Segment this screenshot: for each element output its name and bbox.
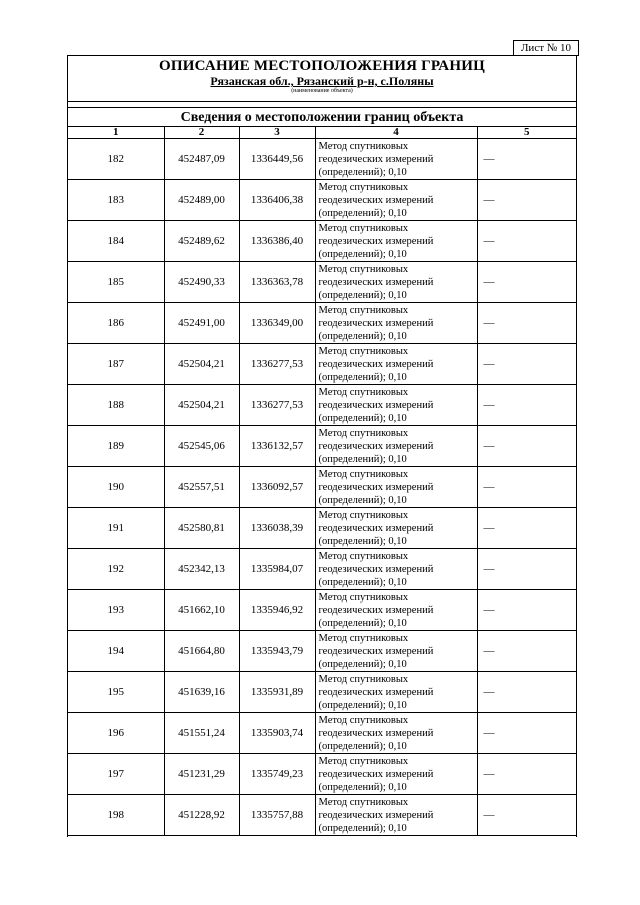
coordinate-y-cell: 1335931,89 [239,672,315,713]
method-line: Метод спутниковых [318,550,409,562]
point-number-cell: 194 [68,631,164,672]
point-number-cell: 191 [68,508,164,549]
method-line: (определений); 0,10 [318,207,407,219]
method-line: (определений); 0,10 [318,617,407,629]
description-cell: — [477,221,576,262]
coordinate-x-cell: 451664,80 [164,631,239,672]
method-line: геодезических измерений [318,440,434,452]
description-cell: — [477,180,576,221]
method-cell [315,549,477,590]
column-number-row [68,127,576,139]
column-header: 1 [68,127,164,139]
coordinate-y-cell: 1336132,57 [239,426,315,467]
section-title: Сведения о местоположении границ объекта [68,108,576,127]
description-cell: — [477,631,576,672]
method-line: Метод спутниковых [318,755,409,767]
method-cell [315,713,477,754]
method-line: (определений); 0,10 [318,371,407,383]
table-row [68,344,576,385]
method-cell [315,139,477,180]
table-row [68,262,576,303]
method-line: геодезических измерений [318,358,434,370]
table-row [68,180,576,221]
coordinate-y-cell: 1336277,53 [239,385,315,426]
method-line: Метод спутниковых [318,304,409,316]
description-cell: — [477,303,576,344]
method-line: Метод спутниковых [318,140,409,152]
method-line: (определений); 0,10 [318,412,407,424]
point-number-cell: 196 [68,713,164,754]
method-line: Метод спутниковых [318,796,409,808]
table-row [68,139,576,180]
table-row [68,221,576,262]
column-header: 3 [239,127,315,139]
point-number-cell: 186 [68,303,164,344]
method-line: (определений); 0,10 [318,330,407,342]
coordinate-x-cell: 452489,62 [164,221,239,262]
coordinate-y-cell: 1336092,57 [239,467,315,508]
coordinate-x-cell: 452489,00 [164,180,239,221]
method-line: (определений); 0,10 [318,494,407,506]
point-number-cell: 198 [68,795,164,836]
coordinates-table [68,127,576,836]
method-line: Метод спутниковых [318,591,409,603]
method-line: геодезических измерений [318,686,434,698]
method-line: геодезических измерений [318,194,434,206]
coordinate-x-cell: 451228,92 [164,795,239,836]
method-cell [315,426,477,467]
point-number-cell: 197 [68,754,164,795]
description-cell: — [477,795,576,836]
method-line: (определений); 0,10 [318,822,407,834]
point-number-cell: 184 [68,221,164,262]
coordinate-x-cell: 452491,00 [164,303,239,344]
coordinate-y-cell: 1336038,39 [239,508,315,549]
description-cell: — [477,262,576,303]
sheet-number: Лист № 10 [513,40,579,56]
description-cell: — [477,139,576,180]
coordinate-x-cell: 451639,16 [164,672,239,713]
coordinate-x-cell: 451551,24 [164,713,239,754]
method-line: геодезических измерений [318,235,434,247]
method-line: Метод спутниковых [318,386,409,398]
object-name: Рязанская обл., Рязанский р-н, с.Поляны [210,74,434,88]
table-row [68,549,576,590]
column-header: 4 [315,127,477,139]
coordinate-x-cell: 452504,21 [164,344,239,385]
table-row [68,672,576,713]
point-number-cell: 187 [68,344,164,385]
method-line: Метод спутниковых [318,427,409,439]
method-line: геодезических измерений [318,481,434,493]
method-line: (определений); 0,10 [318,248,407,260]
method-line: Метод спутниковых [318,509,409,521]
coordinate-y-cell: 1335757,88 [239,795,315,836]
point-number-cell: 185 [68,262,164,303]
column-header: 5 [477,127,576,139]
coordinate-y-cell: 1335984,07 [239,549,315,590]
description-cell: — [477,426,576,467]
method-cell [315,508,477,549]
point-number-cell: 188 [68,385,164,426]
coordinate-y-cell: 1336386,40 [239,221,315,262]
method-line: Метод спутниковых [318,714,409,726]
description-cell: — [477,549,576,590]
coordinate-x-cell: 452342,13 [164,549,239,590]
point-number-cell: 182 [68,139,164,180]
point-number-cell: 189 [68,426,164,467]
table-row [68,426,576,467]
table-row [68,590,576,631]
point-number-cell: 195 [68,672,164,713]
coordinate-y-cell: 1336277,53 [239,344,315,385]
coordinate-x-cell: 452490,33 [164,262,239,303]
coordinate-x-cell: 451662,10 [164,590,239,631]
document-title: ОПИСАНИЕ МЕСТОПОЛОЖЕНИЯ ГРАНИЦ [159,58,485,74]
method-cell [315,344,477,385]
coordinate-y-cell: 1335943,79 [239,631,315,672]
description-cell: — [477,385,576,426]
method-cell [315,631,477,672]
description-cell: — [477,508,576,549]
table-row [68,385,576,426]
point-number-cell: 183 [68,180,164,221]
table-row [68,631,576,672]
method-line: (определений); 0,10 [318,740,407,752]
method-line: Метод спутниковых [318,263,409,275]
description-cell: — [477,344,576,385]
method-line: геодезических измерений [318,522,434,534]
table-row [68,754,576,795]
method-line: Метод спутниковых [318,222,409,234]
object-caption: (наименование объекта) [291,88,353,94]
coordinate-x-cell: 452580,81 [164,508,239,549]
method-cell [315,672,477,713]
table-row [68,713,576,754]
method-cell [315,303,477,344]
point-number-cell: 192 [68,549,164,590]
method-line: (определений); 0,10 [318,658,407,670]
table-row [68,303,576,344]
method-line: геодезических измерений [318,809,434,821]
coordinate-x-cell: 452557,51 [164,467,239,508]
coordinate-y-cell: 1336406,38 [239,180,315,221]
coordinate-x-cell: 452504,21 [164,385,239,426]
method-line: геодезических измерений [318,317,434,329]
method-cell [315,754,477,795]
method-line: Метод спутниковых [318,468,409,480]
method-line: Метод спутниковых [318,345,409,357]
table-row [68,508,576,549]
method-line: (определений); 0,10 [318,453,407,465]
method-cell [315,221,477,262]
method-line: геодезических измерений [318,399,434,411]
method-cell [315,467,477,508]
method-line: геодезических измерений [318,727,434,739]
table-row [68,795,576,836]
method-line: (определений); 0,10 [318,535,407,547]
method-line: геодезических измерений [318,604,434,616]
form-header [68,56,576,102]
method-line: геодезических измерений [318,768,434,780]
method-line: (определений); 0,10 [318,781,407,793]
description-cell: — [477,672,576,713]
method-cell [315,385,477,426]
point-number-cell: 190 [68,467,164,508]
method-line: Метод спутниковых [318,673,409,685]
table-body [68,139,576,836]
description-cell: — [477,590,576,631]
method-cell [315,590,477,631]
description-cell: — [477,713,576,754]
column-header: 2 [164,127,239,139]
method-line: (определений); 0,10 [318,289,407,301]
method-line: геодезических измерений [318,153,434,165]
coordinate-y-cell: 1336349,00 [239,303,315,344]
method-line: геодезических измерений [318,276,434,288]
method-line: геодезических измерений [318,563,434,575]
method-cell [315,262,477,303]
coordinate-y-cell: 1335749,23 [239,754,315,795]
method-line: геодезических измерений [318,645,434,657]
table-row [68,467,576,508]
method-line: Метод спутниковых [318,181,409,193]
description-cell: — [477,754,576,795]
coordinate-y-cell: 1336363,78 [239,262,315,303]
description-cell: — [477,467,576,508]
method-line: (определений); 0,10 [318,699,407,711]
method-cell [315,180,477,221]
method-line: Метод спутниковых [318,632,409,644]
coordinate-x-cell: 452487,09 [164,139,239,180]
coordinate-y-cell: 1336449,56 [239,139,315,180]
coordinate-y-cell: 1335946,92 [239,590,315,631]
coordinate-x-cell: 452545,06 [164,426,239,467]
method-cell [315,795,477,836]
method-line: (определений); 0,10 [318,166,407,178]
coordinate-y-cell: 1335903,74 [239,713,315,754]
coordinate-x-cell: 451231,29 [164,754,239,795]
point-number-cell: 193 [68,590,164,631]
boundary-description-form [67,55,577,837]
method-line: (определений); 0,10 [318,576,407,588]
